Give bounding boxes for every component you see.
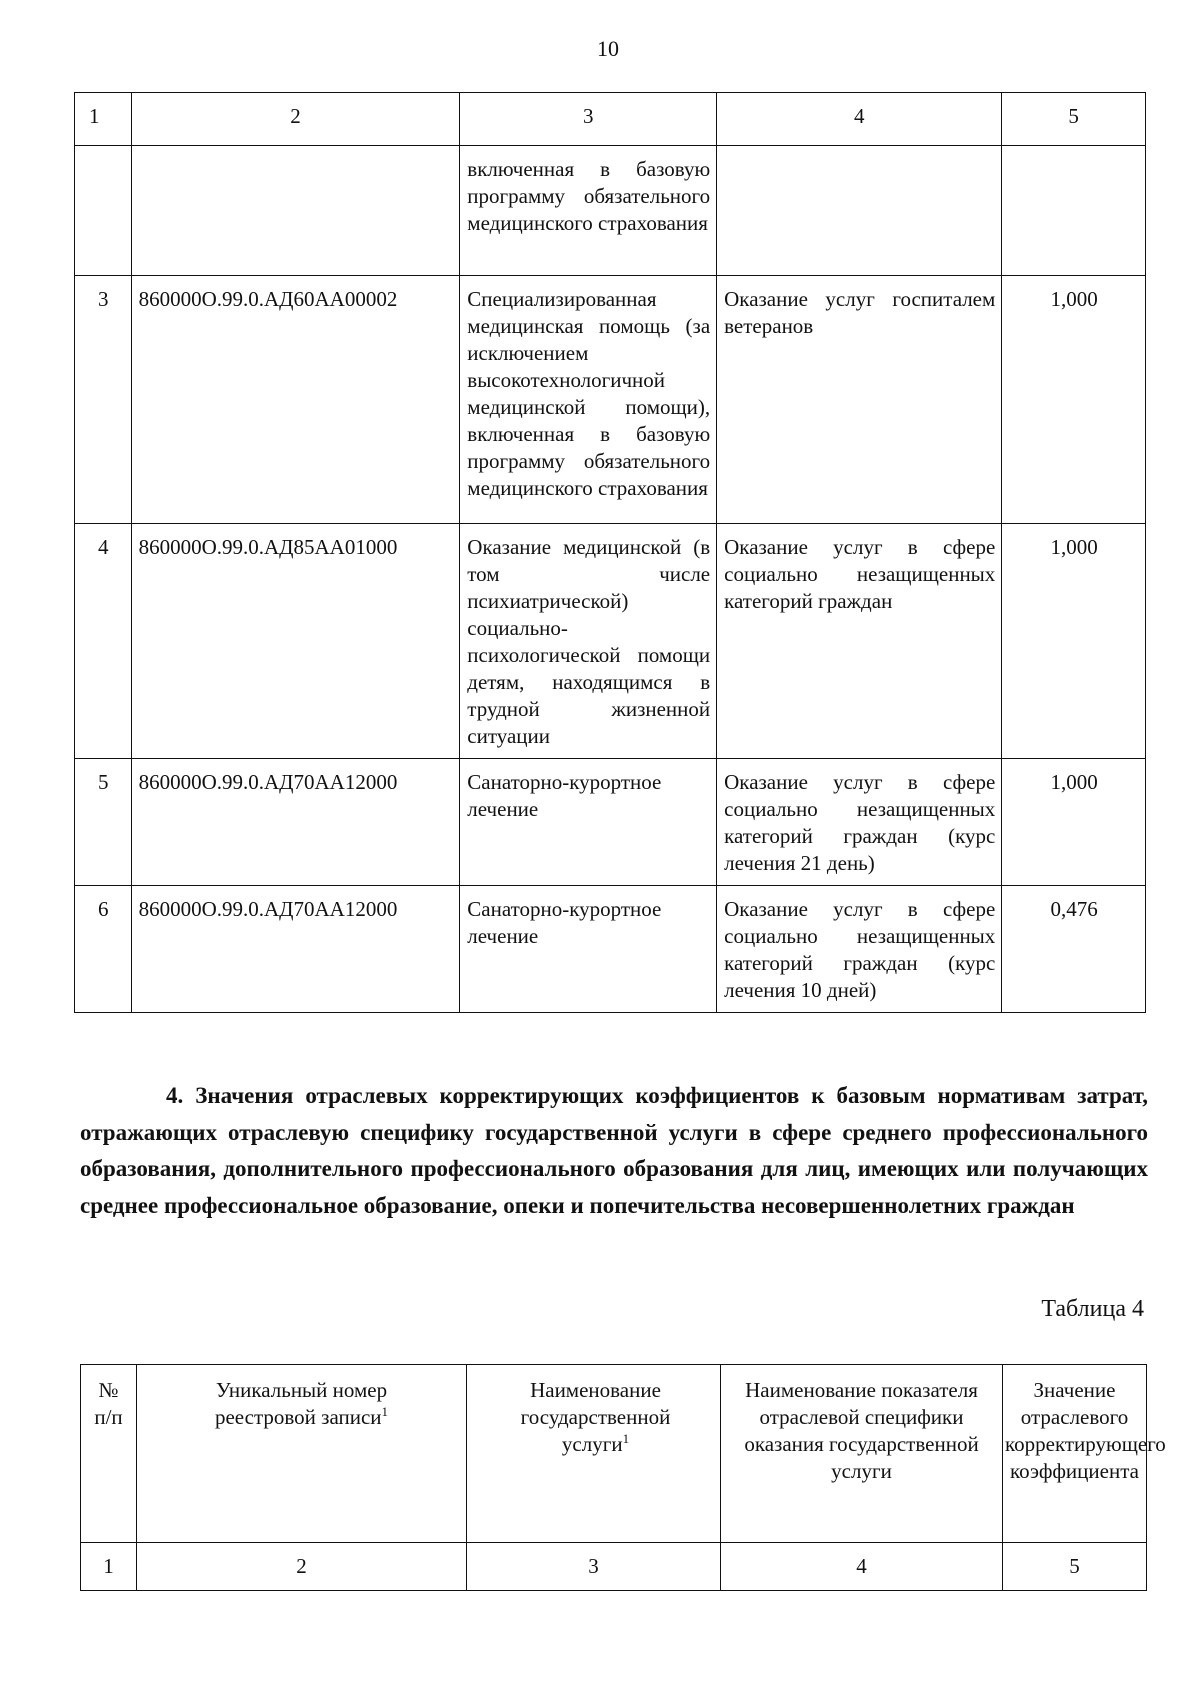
coefficient-value: 1,000 <box>1002 276 1146 524</box>
header-number-symbol: № <box>98 1378 119 1402</box>
column-number: 2 <box>137 1543 467 1591</box>
row-number: 5 <box>75 759 132 886</box>
coefficients-table <box>80 1364 1166 1591</box>
services-table <box>74 92 1146 1013</box>
indicator-name: Оказание услуг в сфере социально незащищенных категорий граждан <box>717 524 1002 759</box>
column-number: 5 <box>1002 93 1146 146</box>
indicator-name: Оказание услуг в сфере социально незащищенных категорий граждан (курс лечения 21 день) <box>717 759 1002 886</box>
indicator-name: Оказание услуг в сфере социально незащищенных категорий граждан (курс лечения 10 дней) <box>717 886 1002 1013</box>
column-number: 1 <box>75 93 132 146</box>
header-service <box>467 1365 721 1543</box>
header-indicator: Наименование показателя отраслевой специфики оказания государственной услуги <box>721 1365 1003 1543</box>
column-number: 1 <box>81 1543 137 1591</box>
registry-code: 860000О.99.0.АД70АА12000 <box>131 886 460 1013</box>
column-number-row <box>81 1543 1147 1591</box>
coefficient-value: 1,000 <box>1002 759 1146 886</box>
service-name: Оказание медицинской (в том числе психиатрической) социально-психологической помощи детям, находящимся в трудной жизненной ситуации <box>460 524 717 759</box>
section-heading: 4. Значения отраслевых корректирующих коэффициентов к базовым нормативам затрат, отражающих отраслевую специфику государственной услуги в сфере среднего профессионального образования, дополнительного профессионального образования для лиц, имеющих или получающих среднее профессиональное образование, опеки и попечительства несовершеннолетних граждан <box>80 1083 1148 1218</box>
table-caption: Таблица 4 <box>1041 1296 1144 1322</box>
service-name: включенная в базовую программу обязательного медицинского страхования <box>460 146 717 276</box>
header-number-abbr: п/п <box>94 1405 123 1429</box>
indicator-name <box>717 146 1002 276</box>
table-row <box>75 759 1146 886</box>
row-number <box>75 146 132 276</box>
registry-code: 860000О.99.0.АД60АА00002 <box>131 276 460 524</box>
table-row <box>75 276 1146 524</box>
header-row <box>81 1365 1147 1543</box>
registry-code <box>131 146 460 276</box>
row-number: 3 <box>75 276 132 524</box>
column-number: 3 <box>467 1543 721 1591</box>
footnote-marker: 1 <box>381 1404 389 1419</box>
header-registry-code <box>137 1365 467 1543</box>
coefficient-value: 1,000 <box>1002 524 1146 759</box>
page-number: 10 <box>597 36 619 61</box>
header-service-label: Наименование государственной услуги <box>520 1378 671 1456</box>
column-number: 2 <box>131 93 460 146</box>
header-number <box>81 1365 137 1543</box>
table-row <box>75 886 1146 1013</box>
table-row <box>75 524 1146 759</box>
footnote-marker: 1 <box>622 1431 630 1446</box>
service-name: Санаторно-курортное лечение <box>460 886 717 1013</box>
row-number: 6 <box>75 886 132 1013</box>
registry-code: 860000О.99.0.АД70АА12000 <box>131 759 460 886</box>
row-number: 4 <box>75 524 132 759</box>
column-number-row <box>75 93 1146 146</box>
indicator-name: Оказание услуг госпиталем ветеранов <box>717 276 1002 524</box>
header-registry-code-label: Уникальный номер реестровой записи <box>214 1378 388 1429</box>
column-number: 4 <box>717 93 1002 146</box>
service-name: Санаторно-курортное лечение <box>460 759 717 886</box>
column-number: 3 <box>460 93 717 146</box>
column-number: 5 <box>1003 1543 1147 1591</box>
registry-code: 860000О.99.0.АД85АА01000 <box>131 524 460 759</box>
header-value: Значение отраслевого корректирующего коэффициента <box>1003 1365 1147 1543</box>
service-name: Специализированная медицинская помощь (за исключением высокотехнологичной медицинской помощи), включенная в базовую программу обязательного медицинского страхования <box>460 276 717 524</box>
table-row <box>75 146 1146 276</box>
coefficient-value: 0,476 <box>1002 886 1146 1013</box>
coefficient-value <box>1002 146 1146 276</box>
column-number: 4 <box>721 1543 1003 1591</box>
